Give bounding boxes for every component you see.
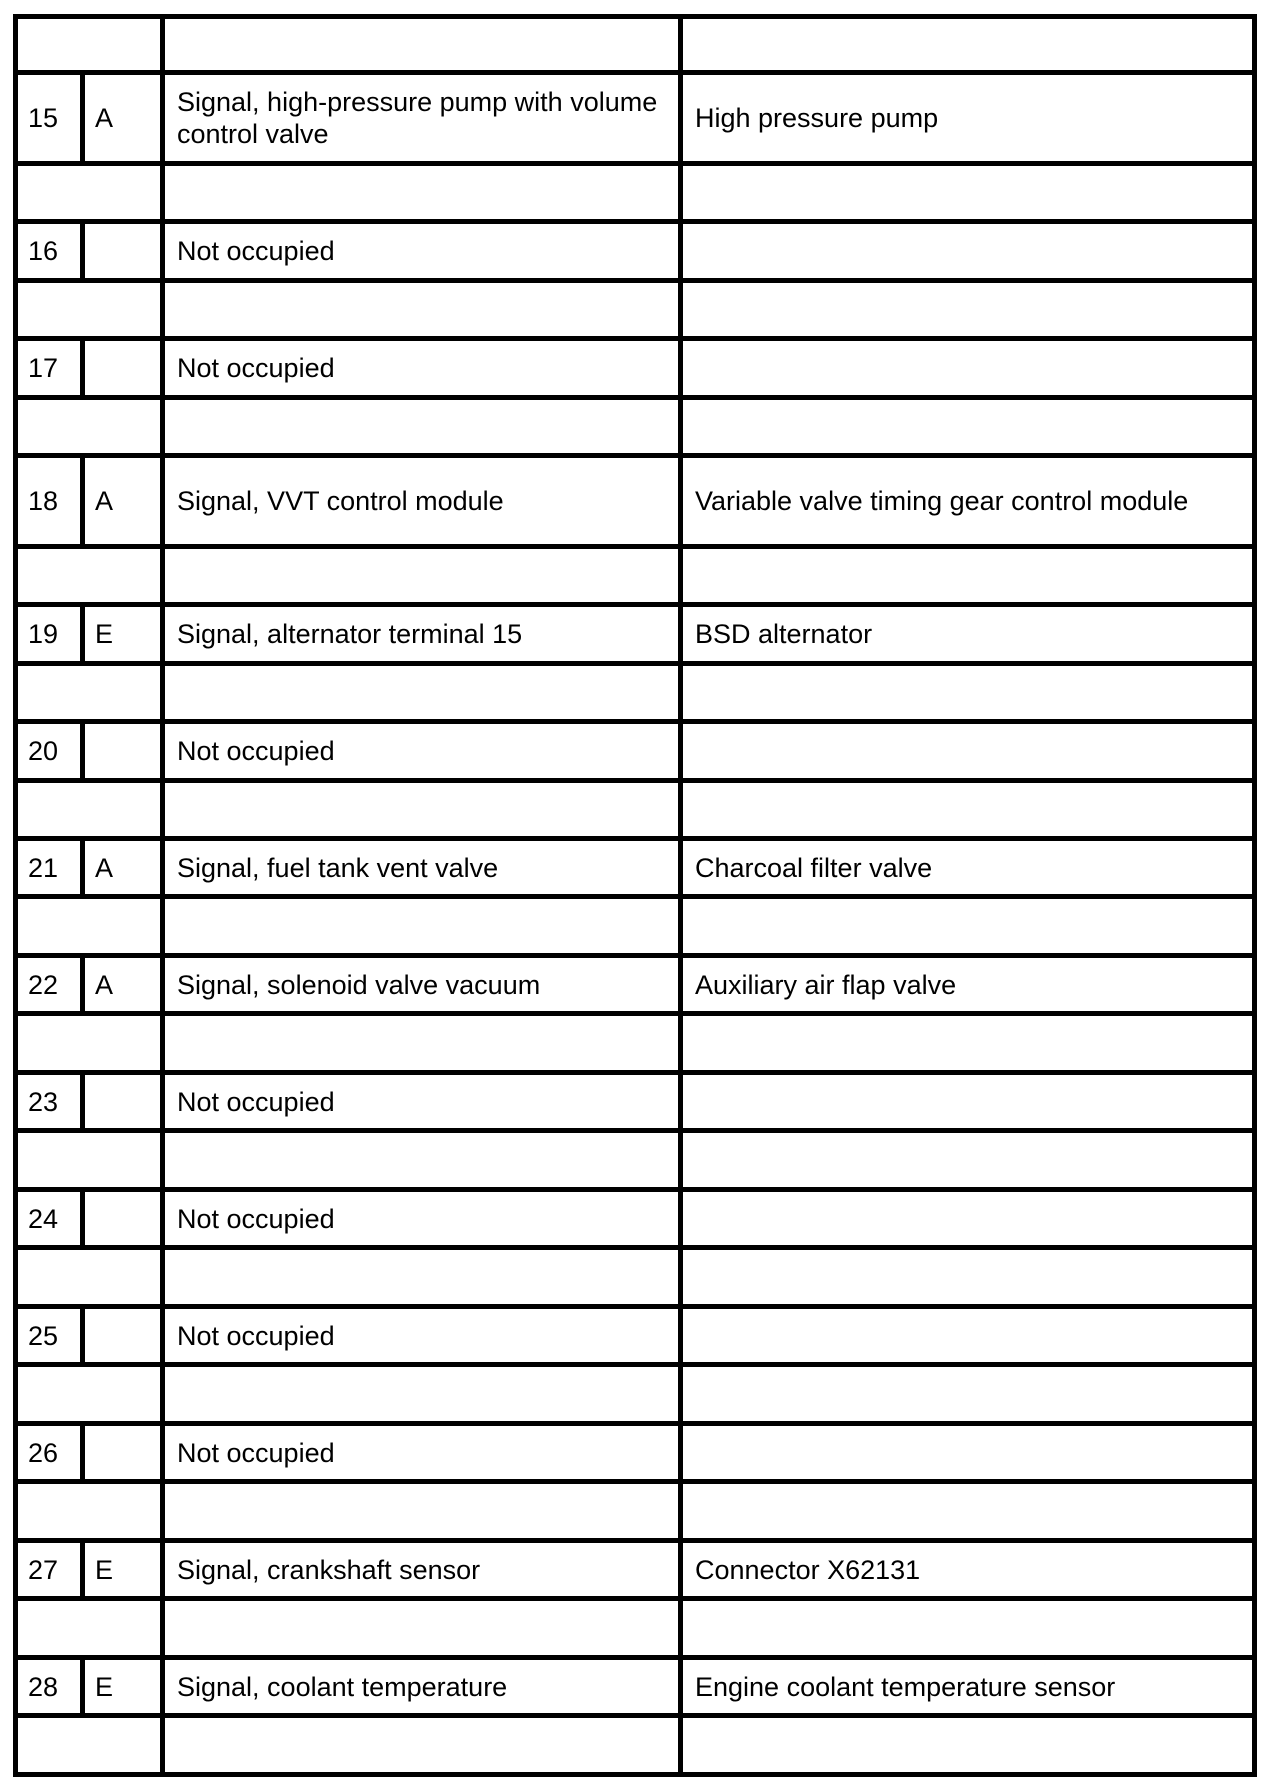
spacer-cell (681, 546, 1255, 604)
table-row (16, 456, 1255, 546)
spacer-cell (16, 1131, 163, 1189)
spacer-row (16, 280, 1255, 338)
description-cell: Not occupied (163, 722, 681, 780)
spacer-cell (16, 280, 163, 338)
spacer-cell (16, 663, 163, 721)
table-row (16, 339, 1255, 397)
component-cell (681, 339, 1255, 397)
component-cell: Auxiliary air flap valve (681, 955, 1255, 1013)
spacer-cell (681, 397, 1255, 455)
component-cell: Connector X62131 (681, 1540, 1255, 1598)
pin-number-cell: 19 (16, 605, 83, 663)
component-cell (681, 1423, 1255, 1481)
spacer-cell (681, 1599, 1255, 1657)
pin-number-cell: 24 (16, 1189, 83, 1247)
spacer-cell (681, 17, 1255, 73)
spacer-cell (163, 546, 681, 604)
description-cell: Not occupied (163, 339, 681, 397)
pin-number-cell: 17 (16, 339, 83, 397)
spacer-cell (163, 1248, 681, 1306)
table-row (16, 1306, 1255, 1364)
description-cell: Signal, solenoid valve vacuum (163, 955, 681, 1013)
spacer-row (16, 1014, 1255, 1072)
spacer-row (16, 897, 1255, 955)
spacer-cell (681, 163, 1255, 221)
spacer-cell (681, 1014, 1255, 1072)
component-cell (681, 1306, 1255, 1364)
pin-number-cell: 25 (16, 1306, 83, 1364)
spacer-cell (16, 546, 163, 604)
component-cell: Charcoal filter valve (681, 838, 1255, 896)
spacer-cell (16, 1599, 163, 1657)
spacer-cell (163, 1716, 681, 1775)
spacer-cell (16, 17, 163, 73)
spacer-cell (163, 397, 681, 455)
component-cell (681, 222, 1255, 280)
spacer-cell (163, 17, 681, 73)
spacer-row (16, 1716, 1255, 1775)
signal-type-cell: A (83, 456, 163, 546)
signal-type-cell (83, 1189, 163, 1247)
pin-number-cell: 21 (16, 838, 83, 896)
signal-type-cell (83, 1423, 163, 1481)
spacer-cell (681, 897, 1255, 955)
table-row (16, 722, 1255, 780)
pin-number-cell: 15 (16, 73, 83, 163)
spacer-row (16, 780, 1255, 838)
pin-number-cell: 20 (16, 722, 83, 780)
description-cell: Signal, alternator terminal 15 (163, 605, 681, 663)
spacer-cell (681, 1248, 1255, 1306)
table-row (16, 222, 1255, 280)
spacer-row (16, 663, 1255, 721)
description-cell: Not occupied (163, 1072, 681, 1130)
signal-type-cell (83, 722, 163, 780)
pin-number-cell: 16 (16, 222, 83, 280)
spacer-cell (16, 163, 163, 221)
component-cell (681, 1072, 1255, 1130)
spacer-cell (163, 663, 681, 721)
pin-table-body (16, 17, 1255, 1775)
component-cell: Engine coolant temperature sensor (681, 1657, 1255, 1715)
component-cell (681, 1189, 1255, 1247)
spacer-cell (681, 1482, 1255, 1540)
table-row (16, 1657, 1255, 1715)
spacer-cell (163, 1365, 681, 1423)
signal-type-cell: E (83, 1657, 163, 1715)
signal-type-cell (83, 339, 163, 397)
spacer-cell (163, 1599, 681, 1657)
spacer-cell (16, 1248, 163, 1306)
spacer-cell (681, 663, 1255, 721)
spacer-row (16, 163, 1255, 221)
spacer-row (16, 17, 1255, 73)
component-cell (681, 722, 1255, 780)
description-cell: Signal, crankshaft sensor (163, 1540, 681, 1598)
signal-type-cell: A (83, 73, 163, 163)
spacer-cell (681, 1365, 1255, 1423)
signal-type-cell: A (83, 838, 163, 896)
spacer-cell (16, 1482, 163, 1540)
spacer-cell (163, 163, 681, 221)
spacer-cell (16, 1014, 163, 1072)
spacer-cell (681, 1716, 1255, 1775)
description-cell: Signal, fuel tank vent valve (163, 838, 681, 896)
table-row (16, 1072, 1255, 1130)
spacer-cell (163, 1014, 681, 1072)
signal-type-cell (83, 222, 163, 280)
spacer-cell (16, 780, 163, 838)
signal-type-cell: E (83, 605, 163, 663)
pin-number-cell: 18 (16, 456, 83, 546)
pin-number-cell: 23 (16, 1072, 83, 1130)
pin-assignment-table (13, 14, 1257, 1777)
spacer-cell (163, 1482, 681, 1540)
table-row (16, 838, 1255, 896)
description-cell: Signal, coolant temperature (163, 1657, 681, 1715)
spacer-row (16, 1599, 1255, 1657)
pin-number-cell: 27 (16, 1540, 83, 1598)
spacer-row (16, 1131, 1255, 1189)
spacer-cell (16, 1716, 163, 1775)
spacer-cell (163, 897, 681, 955)
description-cell: Not occupied (163, 222, 681, 280)
signal-type-cell: E (83, 1540, 163, 1598)
spacer-cell (16, 1365, 163, 1423)
spacer-cell (16, 397, 163, 455)
table-row (16, 73, 1255, 163)
spacer-row (16, 397, 1255, 455)
table-row (16, 605, 1255, 663)
description-cell: Signal, VVT control module (163, 456, 681, 546)
spacer-cell (681, 1131, 1255, 1189)
component-cell: BSD alternator (681, 605, 1255, 663)
description-cell: Signal, high-pressure pump with volume control valve (163, 73, 681, 163)
spacer-row (16, 1482, 1255, 1540)
description-cell: Not occupied (163, 1189, 681, 1247)
table-row (16, 1423, 1255, 1481)
table-row (16, 1540, 1255, 1598)
table-row (16, 955, 1255, 1013)
signal-type-cell (83, 1306, 163, 1364)
signal-type-cell (83, 1072, 163, 1130)
spacer-cell (681, 780, 1255, 838)
spacer-cell (16, 897, 163, 955)
spacer-row (16, 1365, 1255, 1423)
spacer-row (16, 546, 1255, 604)
spacer-cell (163, 1131, 681, 1189)
pin-number-cell: 26 (16, 1423, 83, 1481)
description-cell: Not occupied (163, 1423, 681, 1481)
table-row (16, 1189, 1255, 1247)
description-cell: Not occupied (163, 1306, 681, 1364)
component-cell: High pressure pump (681, 73, 1255, 163)
pin-number-cell: 28 (16, 1657, 83, 1715)
spacer-cell (163, 780, 681, 838)
pin-number-cell: 22 (16, 955, 83, 1013)
signal-type-cell: A (83, 955, 163, 1013)
spacer-row (16, 1248, 1255, 1306)
spacer-cell (681, 280, 1255, 338)
component-cell: Variable valve timing gear control module (681, 456, 1255, 546)
spacer-cell (163, 280, 681, 338)
